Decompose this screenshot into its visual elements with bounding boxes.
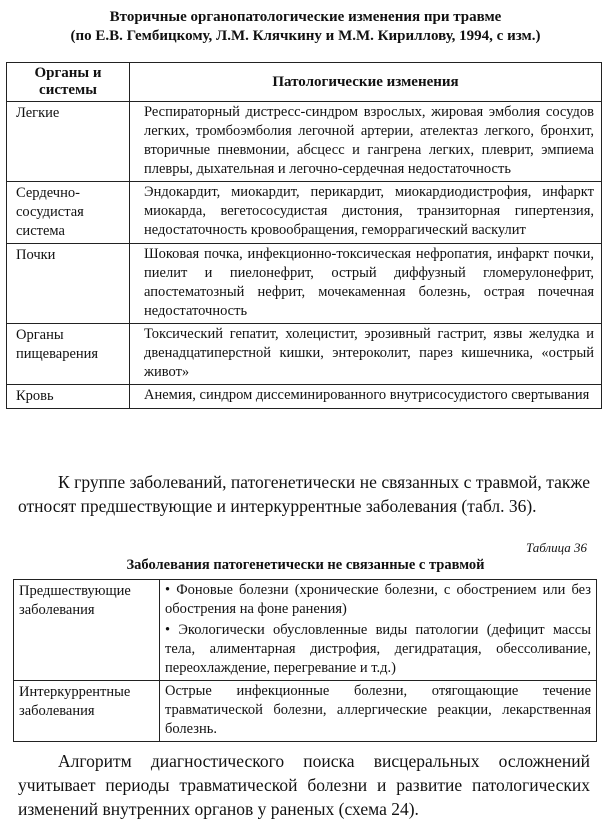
unrelated-diseases-table <box>13 579 597 742</box>
organ-cell: Почки <box>7 244 130 324</box>
table1-title <box>0 8 611 46</box>
paragraph-2 <box>18 749 590 821</box>
header-changes: Патологические изменения <box>130 63 602 102</box>
changes-cell: Шоковая почка, инфекционно-токсическая нефропатия, инфаркт почки, пиелит и пиелонефрит, острый диффузный гломерулонефрит, апостематозный нефрит, мочекаменная болезнь, острая почечная недостаточность <box>130 244 602 324</box>
table-row <box>7 324 602 385</box>
paragraph-1 <box>18 470 590 518</box>
organ-cell: Органы пищеварения <box>7 324 130 385</box>
table1-title-line2: (по Е.В. Гембицкому, Л.М. Клячкину и М.М. Кириллову, 1994, с изм.) <box>70 28 541 44</box>
table-row <box>14 681 597 742</box>
paragraph-2-text: Алгоритм диагностического поиска висцеральных осложнений учитывает периоды травматической болезни и развитие патологических изменений внутренних органов у раненых (схема 24). <box>18 751 590 819</box>
organ-cell: Легкие <box>7 102 130 182</box>
table2-title: Заболевания патогенетически не связанные с травмой <box>126 557 485 573</box>
table-row <box>7 102 602 182</box>
items-cell <box>160 580 597 681</box>
document-page <box>0 8 611 827</box>
changes-cell: Эндокардит, миокардит, перикардит, миокардиодистрофия, инфаркт миокарда, вегетососудистая дистония, транзиторная гипертензия, недостаточность кровообращения, геморрагический васкулит <box>130 182 602 244</box>
category-cell: Предшествующие заболевания <box>14 580 160 681</box>
changes-cell: Токсический гепатит, холецистит, эрозивный гастрит, язвы желудка и двенадцатиперстной кишки, энтероколит, парез кишечника, «острый живот» <box>130 324 602 385</box>
table1-title-line1: Вторичные органопатологические изменения при травме <box>109 9 502 25</box>
table-row <box>7 182 602 244</box>
organ-cell: Сердечно-сосудистая система <box>7 182 130 244</box>
table1-header-row <box>7 63 602 102</box>
list-item: Острые инфекционные болезни, отягощающие течение травматической болезни, аллергические реакции, лекарственная болезнь. <box>165 683 591 737</box>
list-item: • Экологически обусловленные виды патологии (дефицит массы тела, алиментарная дистрофия, дегидратация, обессоливание, переохлаждение, перегревание и т.д.) <box>165 622 591 676</box>
paragraph-1-text: К группе заболеваний, патогенетически не связанных с травмой, также относят предшествующие и интеркуррентные заболевания (табл. 36). <box>18 472 590 516</box>
items-cell <box>160 681 597 742</box>
table-row <box>7 385 602 409</box>
list-item: • Фоновые болезни (хронические болезни, с обострением или без обострения на фоне ранения) <box>165 582 591 617</box>
header-organs: Органы и системы <box>7 63 130 102</box>
category-cell: Интеркуррентные заболевания <box>14 681 160 742</box>
changes-cell: Респираторный дистресс-синдром взрослых, жировая эмболия сосудов легких, тромбоэмболия легочной артерии, ателектаз легкого, бронхит, вторичные пневмонии, абсцесс и гангрена легких, плеврит, эмпиема плевры, дыхательная и легочно-сердечная недостаточность <box>130 102 602 182</box>
table-row <box>14 580 597 681</box>
organ-cell: Кровь <box>7 385 130 409</box>
table2-number: Таблица 36 <box>525 540 587 555</box>
organ-pathology-table <box>6 62 602 409</box>
table-row <box>7 244 602 324</box>
changes-cell: Анемия, синдром диссеминированного внутрисосудистого свертывания <box>130 385 602 409</box>
